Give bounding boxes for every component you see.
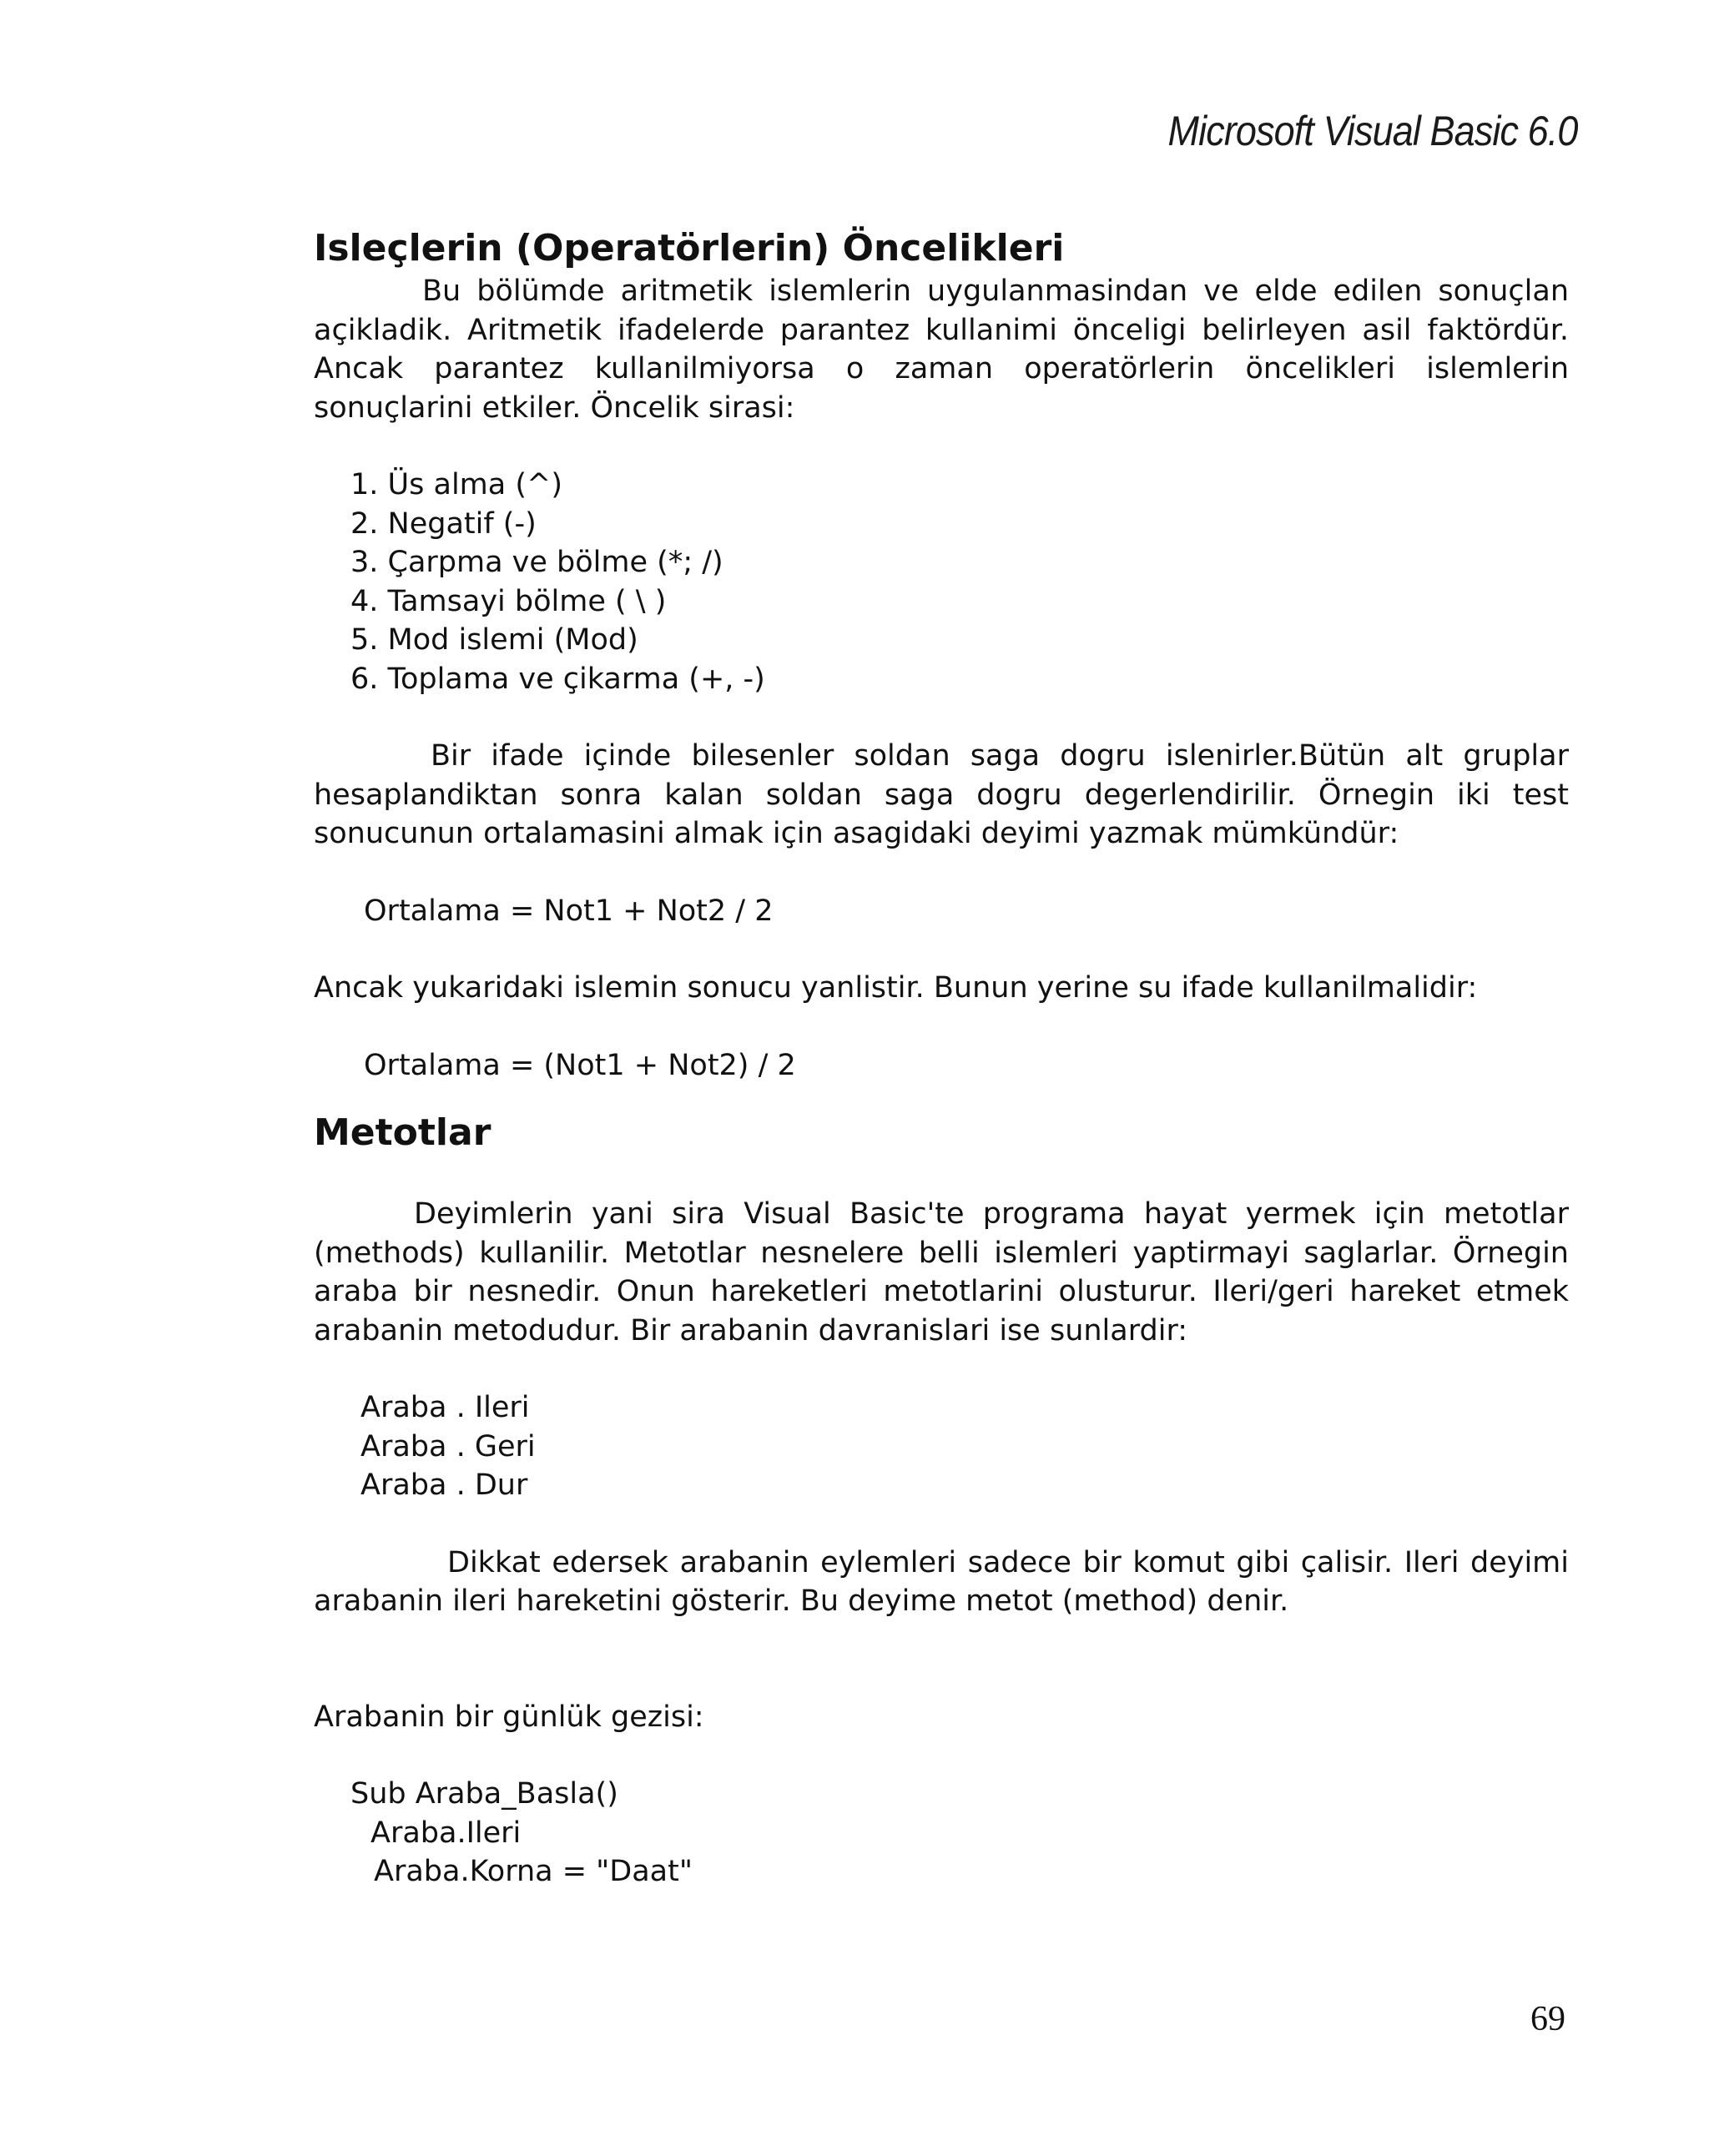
list-item: 6. Toplama ve çikarma (+, -) bbox=[350, 662, 765, 696]
list-item: 4. Tamsayi bölme ( \ ) bbox=[350, 584, 667, 618]
list-item: 2. Negatif (-) bbox=[350, 506, 537, 541]
page-number: 69 bbox=[1530, 2000, 1565, 2038]
code-line: Sub Araba_Basla() bbox=[350, 1777, 618, 1811]
code-example-wrong: Ortalama = Not1 + Not2 / 2 bbox=[364, 894, 774, 928]
trip-code-block bbox=[314, 1775, 1569, 1892]
page-content bbox=[314, 225, 1569, 1892]
correction-paragraph: Ancak yukaridaki islemin sonucu yanlistir. Bunun yerine su ifade kullanilmalidir: bbox=[314, 971, 1478, 1005]
list-item: 5. Mod islemi (Mod) bbox=[350, 623, 638, 657]
section-heading-methods: Metotlar bbox=[314, 1111, 492, 1154]
code-line: Araba . Dur bbox=[360, 1468, 528, 1502]
evaluation-order-paragraph: Bir ifade içinde bilesenler soldan saga dogru islenirler.Bütün alt gruplar hesaplandiktan sonra kalan soldan saga dogru degerlendirilir. Örnegin iki test sonucunun ortalamasini almak için asagidaki deyimi yazmak mümkündür: bbox=[314, 739, 1569, 850]
method-examples bbox=[314, 1388, 1569, 1505]
code-line: Araba.Korna = "Daat" bbox=[374, 1855, 693, 1888]
code-example-right: Ortalama = (Not1 + Not2) / 2 bbox=[364, 1048, 796, 1082]
section-heading-operator-precedence: Isleçlerin (Operatörlerin) Öncelikleri bbox=[314, 227, 1065, 270]
list-item: 1. Üs alma (^) bbox=[350, 468, 562, 501]
code-line: Araba . Geri bbox=[360, 1429, 536, 1463]
daily-trip-label: Arabanin bir günlük gezisi: bbox=[314, 1700, 704, 1734]
methods-intro-paragraph: Deyimlerin yani sira Visual Basic'te programa hayat yermek için metotlar (methods) kullanilir. Metotlar nesnelere belli islemleri yaptirmayi saglarlar. Örnegin araba bir nesnedir. Onun hareketleri metotlarini olusturur. Ileri/geri hareket etmek arabanin metodudur. Bir arabanin davranislari ise sunlardir: bbox=[314, 1197, 1569, 1348]
precedence-list bbox=[314, 466, 1569, 698]
code-line: Araba.Ileri bbox=[371, 1816, 522, 1850]
code-line: Araba . Ileri bbox=[360, 1391, 530, 1424]
running-header: Microsoft Visual Basic 6.0 bbox=[1168, 108, 1578, 154]
precedence-intro-paragraph: Bu bölümde aritmetik islemlerin uygulanmasindan ve elde edilen sonuçlan açikladik. Aritmetik ifadelerde parantez kullanimi önceligi belirleyen asil faktördür. Ancak parantez kullanilmiyorsa o zaman operatörlerin öncelikleri islemlerin sonuçlarini etkiler. Öncelik sirasi: bbox=[314, 275, 1569, 425]
methods-note-paragraph: Dikkat edersek arabanin eylemleri sadece bir komut gibi çalisir. Ileri deyimi arabanin ileri hareketini gösterir. Bu deyime metot (method) denir. bbox=[314, 1545, 1569, 1618]
list-item: 3. Çarpma ve bölme (*; /) bbox=[350, 546, 723, 579]
